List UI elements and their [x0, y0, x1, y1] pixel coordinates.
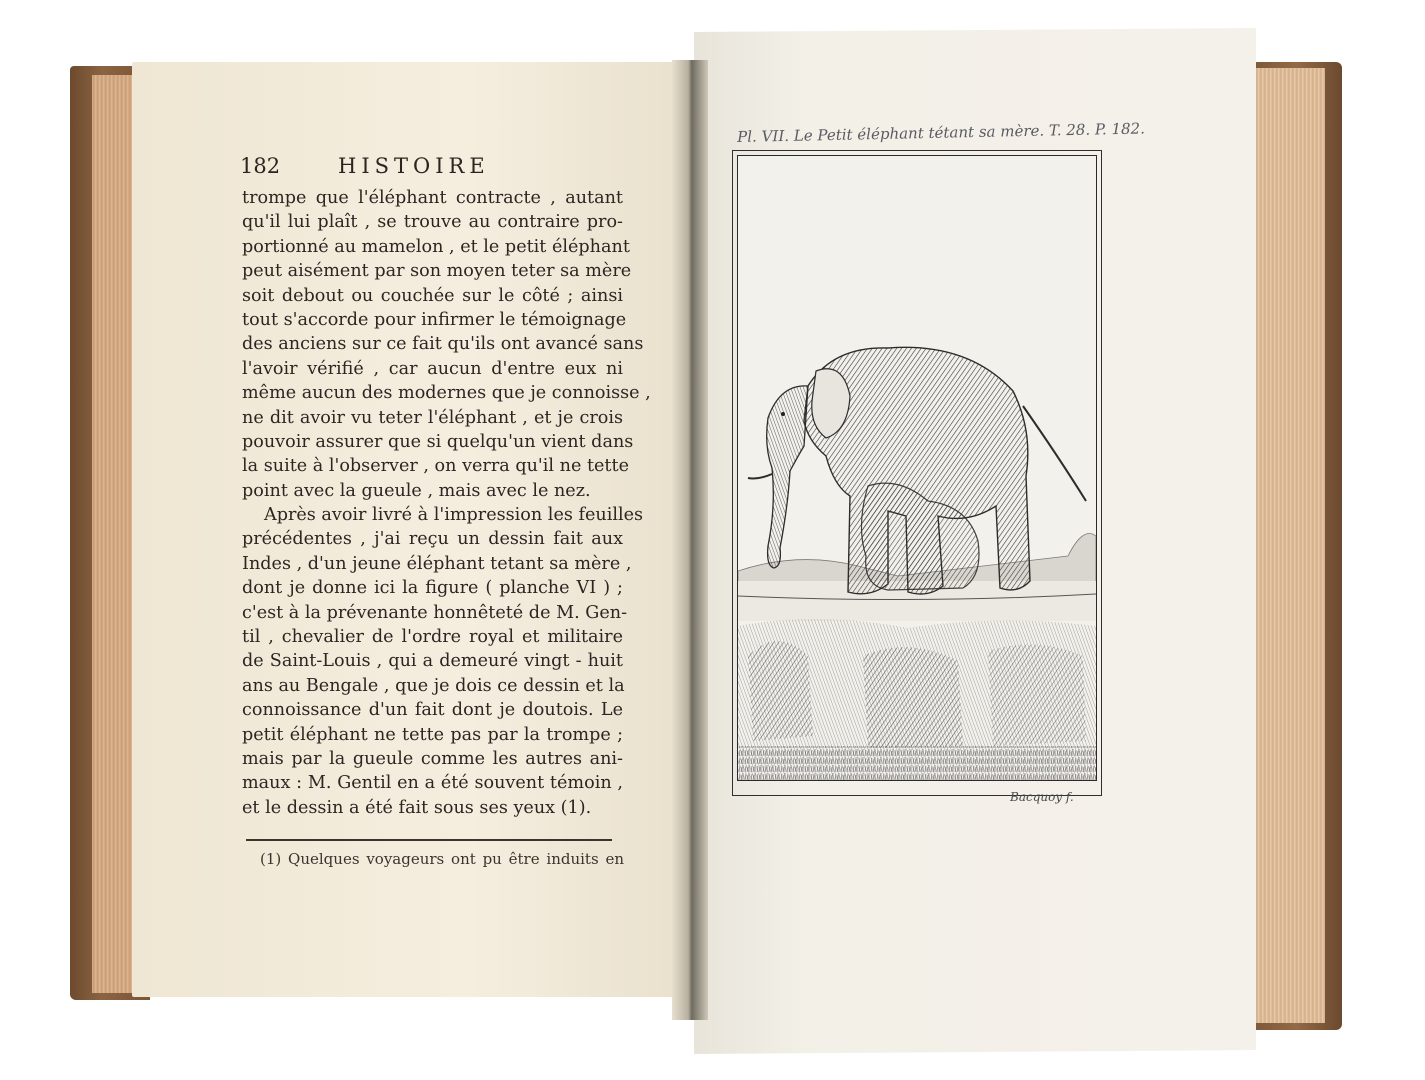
page-number: 182	[240, 154, 281, 178]
text-line: pouvoir assurer que si quelqu'un vient dans	[242, 431, 634, 452]
running-title: HISTOIRE	[338, 154, 490, 178]
text-line: mais par la gueule comme les autres ani-	[242, 748, 623, 769]
text-line: peut aisément par son moyen teter sa mère	[242, 261, 632, 282]
book-gutter	[672, 60, 708, 1020]
text-line: connoissance d'un fait dont je doutois. Le	[242, 700, 623, 721]
text-line: soit debout ou couchée sur le côté ; ainsi	[242, 285, 623, 306]
text-line: c'est à la prévenante honnêteté de M. Gen-	[242, 602, 628, 623]
text-line: Après avoir livré à l'impression les feuilles	[264, 505, 644, 526]
text-line: petit éléphant ne tette pas par la trompe ;	[242, 724, 623, 745]
text-line: Indes , d'un jeune éléphant tetant sa mère ,	[242, 553, 632, 574]
text-line: maux : M. Gentil en a été souvent témoin ,	[242, 773, 623, 794]
text-line: til , chevalier de l'ordre royal et militaire	[242, 627, 623, 648]
text-line: précédentes , j'ai reçu un dessin fait aux	[242, 529, 623, 550]
engraver-signature: Bacquoy f.	[1010, 790, 1074, 804]
text-line: l'avoir vérifié , car aucun d'entre eux ni	[242, 358, 623, 379]
page-header	[240, 154, 630, 184]
text-line: des anciens sur ce fait qu'ils ont avancé sans	[242, 334, 644, 355]
footnote-rule	[246, 839, 612, 841]
page-edges-right	[1255, 68, 1325, 1023]
text-line: point avec la gueule , mais avec le nez.	[242, 480, 591, 501]
page-edges-left	[92, 75, 137, 993]
text-line: trompe que l'éléphant contracte , autant	[242, 188, 623, 208]
text-line: ne dit avoir vu teter l'éléphant , et je crois	[242, 407, 623, 428]
text-line: même aucun des modernes que je connoisse ,	[242, 383, 651, 404]
text-line: et le dessin a été fait sous ses yeux (1).	[242, 797, 592, 818]
text-line: tout s'accorde pour infirmer le témoignage	[242, 309, 627, 330]
text-line: qu'il lui plaît , se trouve au contraire pro-	[242, 212, 623, 233]
text-line: ans au Bengale , que je dois ce dessin et la	[242, 675, 625, 696]
text-line: de Saint-Louis , qui a demeuré vingt - huit	[242, 651, 623, 672]
footnote: (1) Quelques voyageurs ont pu être induits en	[260, 850, 624, 868]
plate-caption: Pl. VII. Le Petit éléphant tétant sa mère. T. 28. P. 182.	[737, 119, 1146, 146]
engraving-plate	[737, 155, 1097, 781]
text-line: portionné au mamelon , et le petit éléphant	[242, 236, 630, 257]
elephant-engraving	[738, 156, 1096, 780]
text-line: la suite à l'observer , on verra qu'il ne tette	[242, 456, 629, 477]
text-line: dont je donne ici la figure ( planche VI ) ;	[242, 578, 623, 599]
body-text	[242, 186, 651, 820]
